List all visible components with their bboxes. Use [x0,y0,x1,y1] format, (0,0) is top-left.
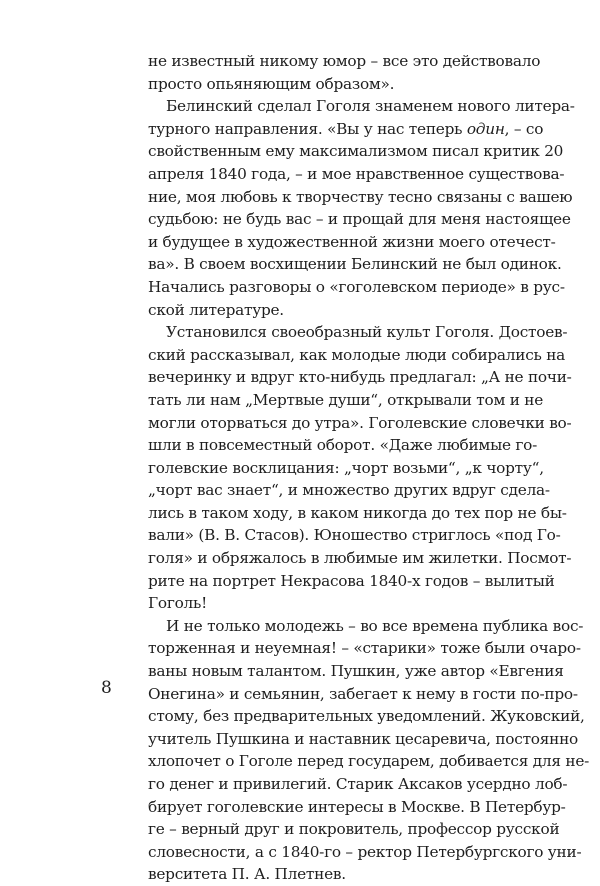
text-line: Начались разговоры о «гоголевском периоде» в рус- [148,277,565,296]
text-line: голя» и обряжалось в любимые им жилетки. Посмот- [148,549,572,568]
text-line: вечеринку и вдруг кто-нибудь предлагал: „А не почи- [148,368,572,387]
text-line: не известный никому юмор – все это действовало [148,52,541,70]
text-line: И не только молодежь – во все времена публика вос- [166,616,584,635]
text-line: стому, без предварительных уведомлений. Жуковский, [148,707,585,726]
text-line: рите на портрет Некрасова 1840-х годов – вылитый [148,571,555,590]
text-line: ваны новым талантом. Пушкин, уже автор «Евгения [148,662,564,681]
page-number: 8 [101,678,112,698]
text-line: учитель Пушкина и наставник цесаревича, постоянно [148,729,579,748]
text-line: ской литературе. [148,300,284,319]
text-line: голевские восклицания: „чорт возьми“, „к чорту“, [148,458,544,477]
text-line: Установился своеобразный культ Гоголя. Достоев- [166,323,568,342]
text-line: хлопочет о Гоголе перед государем, добивается для не- [148,752,590,771]
text-line: свойственным ему максимализмом писал критик 20 [148,142,564,161]
text-line: Гоголь! [148,594,208,613]
text-line: и будущее в художественной жизни моего отечест- [148,232,556,251]
text-line: ва». В своем восхищении Белинский не был одинок. [148,255,562,274]
text-line: бирует гоголевские интересы в Москве. В Петербур- [148,797,566,816]
text-line: ние, моя любовь к творчеству тесно связаны с вашею [148,187,573,206]
text-line: турного направления. «Вы у нас теперь один, – со [148,119,544,138]
paragraph-3 [148,321,572,615]
paragraph-1 [148,50,541,95]
text-line: тать ли нам „Мертвые души“, открывали том и не [148,390,544,409]
text-line: торженная и неуемная! – «старики» тоже были очаро- [148,639,581,658]
text-line: верситета П. А. Плетнев. [148,865,346,884]
text-line: лись в таком ходу, в каком никогда до тех пор не бы- [148,503,567,522]
text-line: словесности, а с 1840-го – ректор Петербургского уни- [148,842,582,861]
text-line: ге – верный друг и покровитель, профессор русской [148,820,560,839]
text-line: „чорт вас знает“, и множество других вдруг сдела- [148,481,550,500]
text-line: судьбою: не будь вас – и прощай для меня настоящее [148,210,571,229]
emphasis: один [466,119,505,138]
text-line: го денег и привилегий. Старик Аксаков усердно лоб- [148,775,568,793]
text-line: Онегина» и семьянин, забегает к нему в гости по-про- [148,684,578,703]
paragraph-4 [148,615,590,886]
text-line: просто опьяняющим образом». [148,74,395,93]
body-text [148,50,590,886]
text-line: Белинский сделал Гоголя знаменем нового литера- [166,97,575,116]
text-line: могли оторваться до утра». Гоголевские словечки во- [148,413,572,432]
text-line: апреля 1840 года, – и мое нравственное существова- [148,164,565,183]
text-line: ский рассказывал, как молодые люди собирались на [148,345,566,364]
paragraph-2 [148,95,575,321]
text-line: вали» (В. В. Стасов). Юношество стриглось «под Го- [148,526,561,545]
text-line: шли в повсеместный оборот. «Даже любимые го- [148,436,538,455]
